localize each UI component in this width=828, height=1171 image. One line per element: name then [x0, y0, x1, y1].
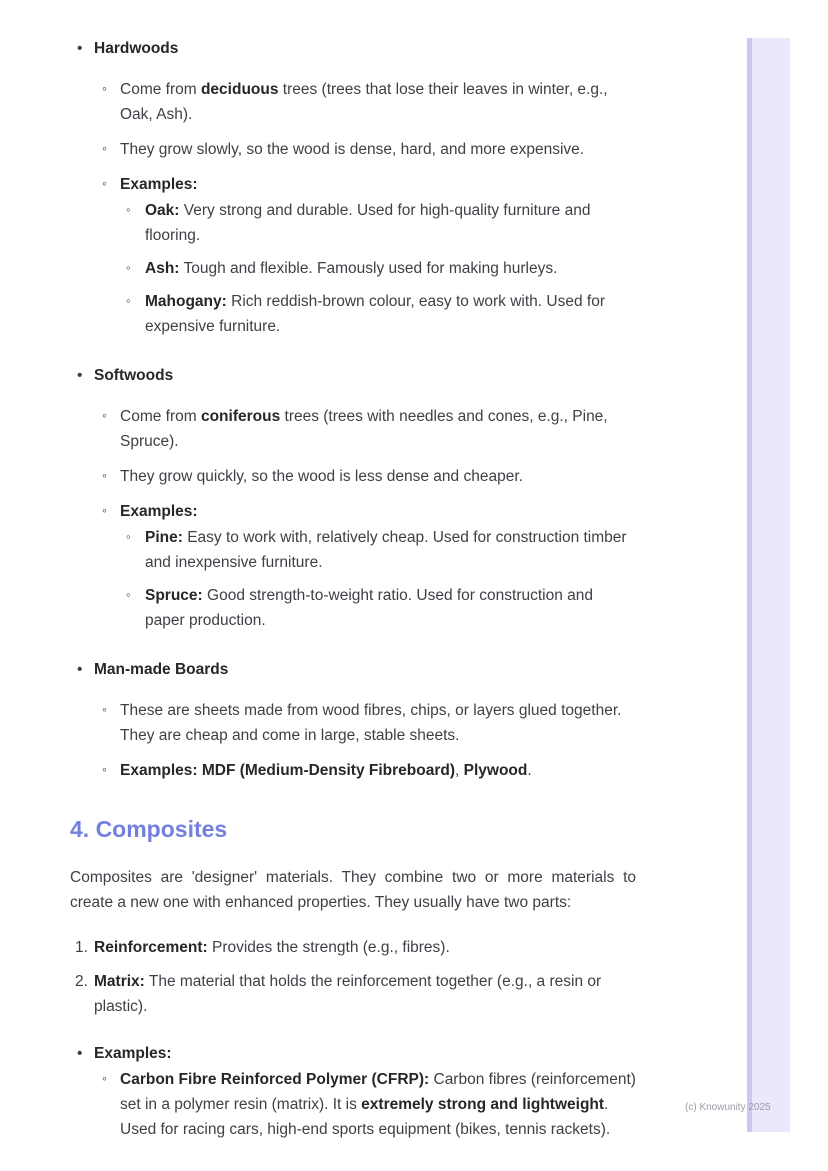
circle-bullet-marker: ◦	[102, 701, 107, 717]
bold-text: Matrix:	[94, 973, 145, 990]
text: trees (trees with needles and cones, e.g., Pine, Spruce).	[120, 408, 608, 450]
list-item-text	[120, 176, 198, 193]
text: Good strength-to-weight ratio. Used for construction and paper production.	[145, 587, 594, 629]
bold-text: Spruce:	[145, 587, 203, 604]
wood-types-list	[70, 36, 636, 783]
text: trees (trees that lose their leaves in winter, e.g., Oak, Ash).	[120, 81, 608, 123]
list-item-text	[120, 408, 608, 450]
circle-bullet-marker: ◦	[102, 761, 107, 777]
sub-list	[94, 77, 636, 339]
text: Carbon fibres (reinforcement) set in a polymer resin (matrix). It is	[120, 1071, 636, 1113]
bold-text: Softwoods	[94, 367, 174, 384]
list-item	[94, 464, 636, 489]
list-item	[120, 198, 636, 248]
list-item-text	[94, 367, 173, 384]
list-item	[70, 1041, 636, 1142]
list-item	[70, 657, 636, 783]
bold-text: Carbon Fibre Reinforced Polymer (CFRP):	[120, 1071, 430, 1088]
disc-bullet-marker: •	[77, 1045, 83, 1062]
ordered-list-item	[70, 969, 636, 1019]
disc-bullet-marker: •	[77, 367, 83, 384]
bold-text: Examples: MDF (Medium-Density Fibreboard)	[120, 762, 456, 779]
text: These are sheets made from wood fibres, chips, or layers glued together. They are cheap and come in large, stable sheets.	[120, 702, 622, 744]
circle-bullet-marker: ◦	[102, 502, 107, 518]
text: Come from	[120, 81, 201, 98]
list-item-text	[94, 661, 228, 678]
circle-bullet-marker: ◦	[126, 587, 131, 602]
list-item	[94, 499, 636, 633]
list-item-text	[120, 503, 198, 520]
text: Come from	[120, 408, 201, 425]
circle-bullet-marker: ◦	[102, 140, 107, 156]
circle-bullet-marker: ◦	[102, 407, 107, 423]
text: . Used for racing cars, high-end sports equipment (bikes, tennis rackets).	[120, 1096, 611, 1138]
sub-list	[120, 198, 636, 339]
list-item	[94, 1067, 636, 1142]
right-accent-bar	[752, 38, 790, 1132]
bold-text: Plywood	[463, 762, 528, 779]
sub-list	[94, 698, 636, 783]
bold-text: Man-made Boards	[94, 661, 229, 678]
list-item-text	[94, 40, 178, 57]
bold-text: Examples:	[120, 503, 198, 520]
text: ,	[455, 762, 464, 779]
list-number: 2.	[75, 973, 88, 990]
bold-text: Examples:	[120, 176, 198, 193]
circle-bullet-marker: ◦	[126, 260, 131, 275]
list-item	[70, 36, 636, 339]
list-item	[94, 77, 636, 127]
bold-text: Oak:	[145, 202, 180, 219]
list-item-text	[145, 587, 593, 629]
text: Easy to work with, relatively cheap. Used for construction timber and inexpensive furniture.	[145, 529, 627, 571]
sub-list	[94, 1067, 636, 1142]
list-item-text	[120, 468, 523, 485]
list-item	[94, 137, 636, 162]
list-item-text	[145, 260, 557, 277]
watermark: (c) Knowunity 2025	[685, 1102, 771, 1113]
text: They grow slowly, so the wood is dense, hard, and more expensive.	[120, 141, 585, 158]
circle-bullet-marker: ◦	[126, 529, 131, 544]
text: Tough and flexible. Famously used for making hurleys.	[179, 260, 558, 277]
list-item-text	[120, 81, 608, 123]
bold-text: Hardwoods	[94, 40, 179, 57]
document-content	[70, 36, 636, 1142]
list-item	[94, 172, 636, 339]
list-item	[120, 525, 636, 575]
text: Rich reddish-brown colour, easy to work with. Used for expensive furniture.	[145, 293, 605, 335]
list-item-text	[120, 702, 621, 744]
list-item-text	[145, 293, 605, 335]
composites-intro-paragraph: Composites are 'designer' materials. They combine two or more materials to create a new one with enhanced properties. They usually have two parts:	[70, 869, 636, 911]
list-item-text	[145, 202, 590, 244]
composite-examples-list	[70, 1041, 636, 1142]
list-item-text	[94, 973, 601, 1015]
ordered-list-item	[70, 935, 636, 960]
text: The material that holds the reinforcement together (e.g., a resin or plastic).	[94, 973, 602, 1015]
right-accent-line	[747, 38, 752, 1132]
circle-bullet-marker: ◦	[126, 293, 131, 308]
text: Provides the strength (e.g., fibres).	[207, 939, 450, 956]
list-item-text	[145, 529, 627, 571]
text: .	[527, 762, 532, 779]
list-item-text	[120, 1071, 636, 1138]
section-heading-composites: 4. Composites	[70, 816, 228, 842]
circle-bullet-marker: ◦	[102, 80, 107, 96]
circle-bullet-marker: ◦	[126, 202, 131, 217]
list-item	[120, 583, 636, 633]
bold-text: Mahogany:	[145, 293, 227, 310]
composite-parts-list	[70, 935, 636, 1019]
bold-text: Pine:	[145, 529, 183, 546]
text: They grow quickly, so the wood is less dense and cheaper.	[120, 468, 523, 485]
circle-bullet-marker: ◦	[102, 175, 107, 191]
bold-text: deciduous	[200, 81, 279, 98]
circle-bullet-marker: ◦	[102, 1070, 107, 1086]
list-item	[94, 758, 636, 783]
bold-text: coniferous	[200, 408, 281, 425]
disc-bullet-marker: •	[77, 661, 83, 678]
list-item-text	[94, 939, 450, 956]
sub-list	[120, 525, 636, 633]
bold-text: extremely strong and lightweight	[361, 1096, 605, 1113]
list-item	[120, 256, 636, 281]
text: Very strong and durable. Used for high-quality furniture and flooring.	[145, 202, 591, 244]
list-item-text	[120, 141, 584, 158]
list-item	[94, 404, 636, 454]
disc-bullet-marker: •	[77, 40, 83, 57]
list-item	[94, 698, 636, 748]
sub-list	[94, 404, 636, 633]
bold-text: Reinforcement:	[94, 939, 208, 956]
circle-bullet-marker: ◦	[102, 467, 107, 483]
list-item	[70, 363, 636, 633]
list-number: 1.	[75, 939, 88, 956]
bold-text: Examples:	[94, 1045, 172, 1062]
bold-text: Ash:	[145, 260, 180, 277]
list-item	[120, 289, 636, 339]
list-item-text	[94, 1045, 172, 1062]
list-item-text	[120, 762, 532, 779]
